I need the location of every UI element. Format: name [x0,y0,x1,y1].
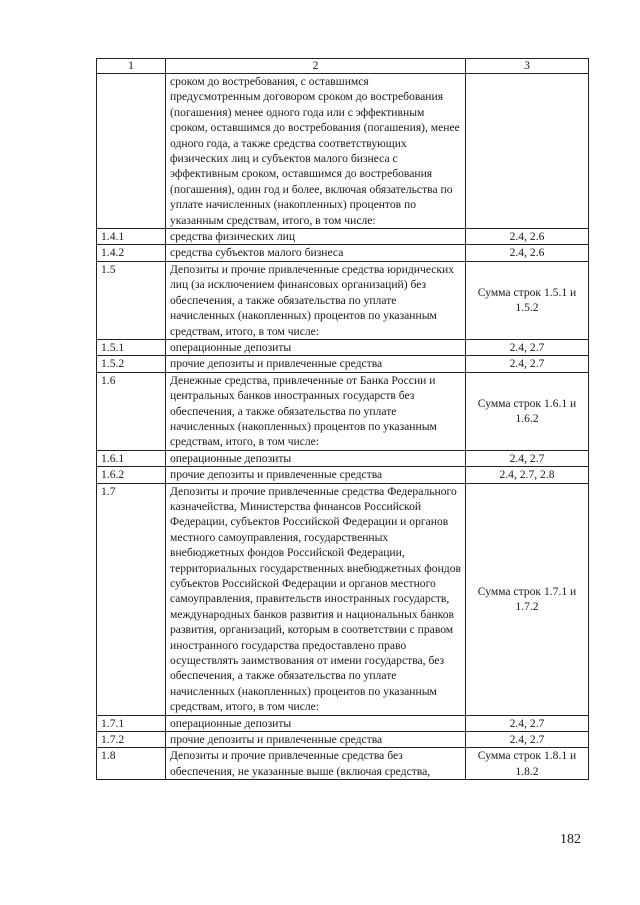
row-text: прочие депозиты и привлеченные средства [166,467,466,483]
row-number: 1.6 [97,372,166,450]
table-row [97,450,589,466]
row-reference: 2.4, 2.7 [466,356,589,372]
row-text: сроком до востребования, с оставшимся предусмотренным договором сроком до востребования (погашения) менее одного года или с эффективным сроком, оставшимся до востребования (погашения), менее одного года, а также средства соответствующих физических лиц и субъектов малого бизнеса с эффективным сроком, оставшимся до востребования (погашения), один год и более, включая обязательства по уплате начисленных (накопленных) процентов по указанным средствам, итого, в том числе: [166,74,466,229]
table-row [97,372,589,450]
row-number: 1.5 [97,261,166,339]
table-row [97,467,589,483]
row-reference: Сумма строк 1.8.1 и 1.8.2 [466,748,589,780]
row-number: 1.5.1 [97,339,166,355]
table-row [97,261,589,339]
row-reference: 2.4, 2.7 [466,715,589,731]
row-number: 1.4.1 [97,229,166,245]
row-reference: Сумма строк 1.7.1 и 1.7.2 [466,483,589,715]
row-reference: 2.4, 2.6 [466,245,589,261]
row-reference: 2.4, 2.7 [466,732,589,748]
row-reference: 2.4, 2.6 [466,229,589,245]
table-row [97,732,589,748]
row-number: 1.7.2 [97,732,166,748]
table-row [97,356,589,372]
table-row [97,748,589,780]
table-header-row [97,59,589,74]
row-number: 1.8 [97,748,166,780]
row-number: 1.7.1 [97,715,166,731]
table-row [97,483,589,715]
row-number: 1.6.2 [97,467,166,483]
row-text: Депозиты и прочие привлеченные средства Федерального казначейства, Министерства финансов Российской Федерации, субъектов Российской Федерации и органов местного самоуправления, государственных внебюджетных фондов Российской Федерации, территориальных государственных внебюджетных фондов субъектов Российской Федерации и органов местного самоуправления, правительств иностранных государств, международных банков развития и национальных банков развития, организаций, которым в соответствии с правом иностранного государства предоставлено право осуществлять заимствования от имени государства, без обеспечения, а также обязательства по уплате начисленных (накопленных) процентов по указанным средствам, итого, в том числе: [166,483,466,715]
row-number: 1.7 [97,483,166,715]
table-row [97,74,589,229]
row-text: Денежные средства, привлеченные от Банка России и центральных банков иностранных государств без обеспечения, а также обязательства по уплате начисленных (накопленных) процентов по указанным средствам, итого, в том числе: [166,372,466,450]
row-text: Депозиты и прочие привлеченные средства без обеспечения, не указанные выше (включая средства, [166,748,466,780]
row-number [97,74,166,229]
row-number: 1.6.1 [97,450,166,466]
table-row [97,229,589,245]
row-text: средства физических лиц [166,229,466,245]
row-reference: 2.4, 2.7 [466,450,589,466]
row-text: прочие депозиты и привлеченные средства [166,732,466,748]
row-reference: Сумма строк 1.6.1 и 1.6.2 [466,372,589,450]
row-reference: 2.4, 2.7, 2.8 [466,467,589,483]
header-col-2: 2 [166,59,466,74]
row-number: 1.4.2 [97,245,166,261]
table-row [97,339,589,355]
requirements-table [96,58,589,780]
row-text: Депозиты и прочие привлеченные средства юридических лиц (за исключением финансовых организаций) без обеспечения, а также обязательства по уплате начисленных (накопленных) процентов по указанным средствам, итого, в том числе: [166,261,466,339]
row-reference: 2.4, 2.7 [466,339,589,355]
row-text: операционные депозиты [166,450,466,466]
row-text: прочие депозиты и привлеченные средства [166,356,466,372]
row-reference [466,74,589,229]
page-number: 182 [560,832,581,847]
document-table-container [96,58,588,780]
row-number: 1.5.2 [97,356,166,372]
header-col-1: 1 [97,59,166,74]
row-text: средства субъектов малого бизнеса [166,245,466,261]
table-row [97,245,589,261]
row-reference: Сумма строк 1.5.1 и 1.5.2 [466,261,589,339]
header-col-3: 3 [466,59,589,74]
row-text: операционные депозиты [166,715,466,731]
table-row [97,715,589,731]
row-text: операционные депозиты [166,339,466,355]
